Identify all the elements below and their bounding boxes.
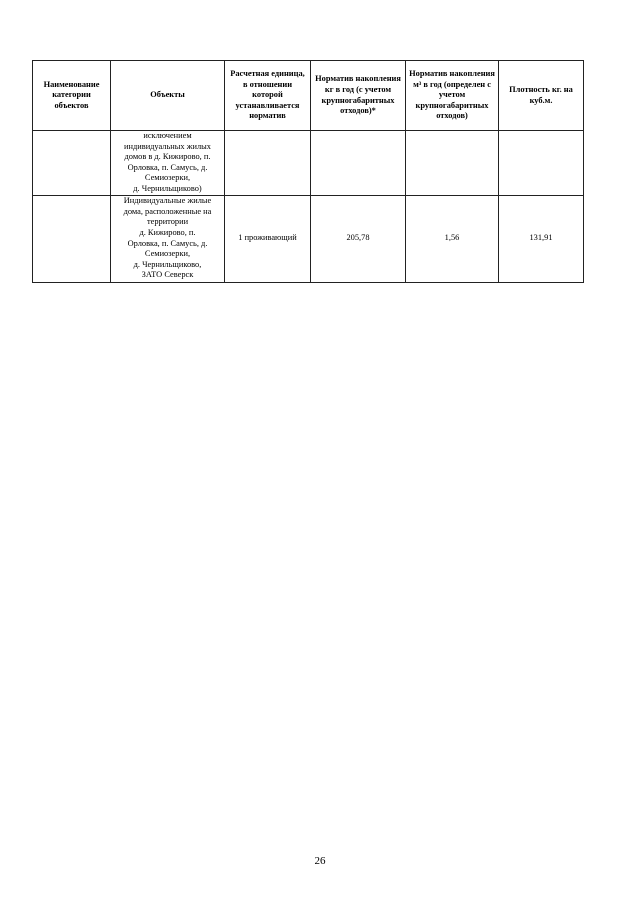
table-header-row [33,61,584,131]
cell-unit [225,131,311,196]
cell-objects: исключением индивидуальных жилых домов в д. Кижирово, п. Орловка, п. Самусь, д. Семиозерки, д. Чернильщиково) [111,131,225,196]
cell-norm-m3 [406,131,499,196]
cell-density: 131,91 [499,195,584,282]
header-objects: Объекты [111,61,225,131]
cell-unit: 1 проживающий [225,195,311,282]
header-norm-m3: Норматив накопления м³ в год (определен с учетом крупногабаритных отходов) [406,61,499,131]
header-norm-kg: Норматив накопления кг в год (с учетом крупногабаритных отходов)* [311,61,406,131]
table-row [33,195,584,282]
header-unit: Расчетная единица, в отношении которой устанавливается норматив [225,61,311,131]
header-density: Плотность кг. на куб.м. [499,61,584,131]
norms-table [32,60,584,283]
cell-norm-kg [311,131,406,196]
cell-category [33,131,111,196]
cell-density [499,131,584,196]
cell-objects: Индивидуальные жилые дома, расположенные на территории д. Кижирово, п. Орловка, п. Самусь, д. Семиозерки, д. Чернильщиково, ЗАТО Северск [111,195,225,282]
header-category: Наименование категории объектов [33,61,111,131]
cell-norm-m3: 1,56 [406,195,499,282]
table-row [33,131,584,196]
cell-category [33,195,111,282]
page-number: 26 [314,855,326,867]
cell-norm-kg: 205,78 [311,195,406,282]
